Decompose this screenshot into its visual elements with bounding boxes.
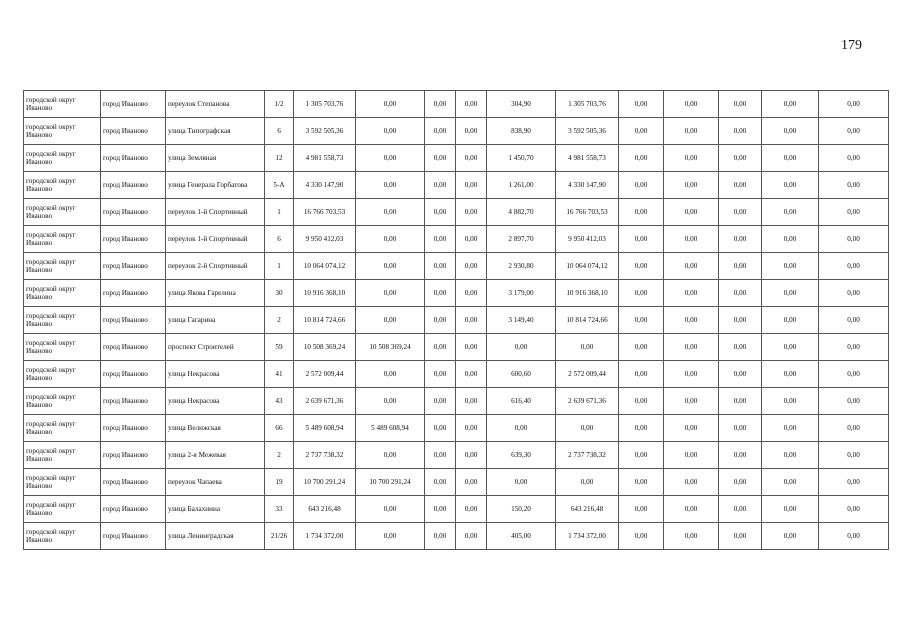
cell-municipality: городской округ Иваново	[24, 523, 101, 550]
cell-col-10-value: 2 572 009,44	[556, 361, 619, 388]
cell-street: улица Типографская	[166, 118, 265, 145]
cell-col-13-value: 0,00	[719, 172, 762, 199]
cell-col-15-value: 0,00	[819, 226, 889, 253]
register-table	[23, 90, 889, 550]
table-row	[24, 415, 889, 442]
cell-col-13-value: 0,00	[719, 496, 762, 523]
cell-col-6-value: 0,00	[356, 199, 425, 226]
cell-col-7-value: 0,00	[425, 361, 456, 388]
cell-col-15-value: 0,00	[819, 118, 889, 145]
cell-col-8-value: 0,00	[456, 172, 487, 199]
cell-settlement: город Иваново	[101, 523, 166, 550]
cell-col-10-value: 10 916 368,10	[556, 280, 619, 307]
cell-col-15-value: 0,00	[819, 253, 889, 280]
cell-col-15-value: 0,00	[819, 388, 889, 415]
cell-street: улица Некрасова	[166, 388, 265, 415]
cell-col-11-value: 0,00	[619, 361, 664, 388]
cell-total-cost: 2 639 671,36	[294, 388, 356, 415]
cell-street: улица Ленинградская	[166, 523, 265, 550]
cell-col-14-value: 0,00	[762, 361, 819, 388]
cell-col-11-value: 0,00	[619, 91, 664, 118]
cell-col-12-value: 0,00	[664, 280, 719, 307]
cell-area: 1 261,00	[487, 172, 556, 199]
cell-area: 3 149,40	[487, 307, 556, 334]
cell-col-7-value: 0,00	[425, 199, 456, 226]
cell-settlement: город Иваново	[101, 388, 166, 415]
cell-municipality: городской округ Иваново	[24, 172, 101, 199]
cell-street: проспект Строителей	[166, 334, 265, 361]
cell-col-8-value: 0,00	[456, 469, 487, 496]
cell-col-8-value: 0,00	[456, 91, 487, 118]
cell-col-15-value: 0,00	[819, 145, 889, 172]
cell-col-8-value: 0,00	[456, 496, 487, 523]
cell-street: улица Генерала Горбатова	[166, 172, 265, 199]
cell-col-12-value: 0,00	[664, 118, 719, 145]
cell-total-cost: 4 330 147,90	[294, 172, 356, 199]
cell-municipality: городской округ Иваново	[24, 118, 101, 145]
cell-col-13-value: 0,00	[719, 442, 762, 469]
cell-col-11-value: 0,00	[619, 523, 664, 550]
cell-col-7-value: 0,00	[425, 334, 456, 361]
cell-municipality: городской округ Иваново	[24, 361, 101, 388]
cell-house-number: 43	[265, 388, 294, 415]
cell-col-6-value: 0,00	[356, 361, 425, 388]
cell-col-7-value: 0,00	[425, 91, 456, 118]
cell-col-10-value: 9 950 412,03	[556, 226, 619, 253]
cell-col-12-value: 0,00	[664, 442, 719, 469]
table-row	[24, 307, 889, 334]
cell-settlement: город Иваново	[101, 91, 166, 118]
cell-area: 838,90	[487, 118, 556, 145]
cell-col-15-value: 0,00	[819, 199, 889, 226]
cell-municipality: городской округ Иваново	[24, 91, 101, 118]
cell-col-14-value: 0,00	[762, 118, 819, 145]
cell-settlement: город Иваново	[101, 361, 166, 388]
cell-street: улица 2-я Межевая	[166, 442, 265, 469]
cell-total-cost: 9 950 412,03	[294, 226, 356, 253]
cell-house-number: 19	[265, 469, 294, 496]
cell-house-number: 66	[265, 415, 294, 442]
table-row	[24, 442, 889, 469]
cell-col-6-value: 0,00	[356, 280, 425, 307]
cell-municipality: городской округ Иваново	[24, 469, 101, 496]
cell-col-14-value: 0,00	[762, 388, 819, 415]
table-row	[24, 334, 889, 361]
cell-col-7-value: 0,00	[425, 442, 456, 469]
cell-col-14-value: 0,00	[762, 91, 819, 118]
cell-settlement: город Иваново	[101, 280, 166, 307]
cell-col-15-value: 0,00	[819, 496, 889, 523]
cell-house-number: 2	[265, 442, 294, 469]
cell-col-10-value: 3 592 505,36	[556, 118, 619, 145]
cell-col-12-value: 0,00	[664, 415, 719, 442]
cell-col-8-value: 0,00	[456, 118, 487, 145]
cell-col-11-value: 0,00	[619, 469, 664, 496]
cell-street: улица Некрасова	[166, 361, 265, 388]
cell-total-cost: 10 700 291,24	[294, 469, 356, 496]
cell-settlement: город Иваново	[101, 118, 166, 145]
cell-col-13-value: 0,00	[719, 307, 762, 334]
cell-col-8-value: 0,00	[456, 334, 487, 361]
cell-settlement: город Иваново	[101, 199, 166, 226]
cell-house-number: 30	[265, 280, 294, 307]
cell-house-number: 5-А	[265, 172, 294, 199]
cell-col-12-value: 0,00	[664, 496, 719, 523]
cell-area: 639,30	[487, 442, 556, 469]
cell-municipality: городской округ Иваново	[24, 334, 101, 361]
cell-col-14-value: 0,00	[762, 199, 819, 226]
cell-col-12-value: 0,00	[664, 226, 719, 253]
cell-col-6-value: 0,00	[356, 118, 425, 145]
cell-area: 600,60	[487, 361, 556, 388]
cell-col-8-value: 0,00	[456, 307, 487, 334]
cell-total-cost: 4 981 558,73	[294, 145, 356, 172]
cell-house-number: 12	[265, 145, 294, 172]
cell-settlement: город Иваново	[101, 496, 166, 523]
cell-col-13-value: 0,00	[719, 118, 762, 145]
cell-house-number: 33	[265, 496, 294, 523]
cell-municipality: городской округ Иваново	[24, 226, 101, 253]
cell-col-14-value: 0,00	[762, 172, 819, 199]
cell-col-11-value: 0,00	[619, 118, 664, 145]
cell-col-12-value: 0,00	[664, 91, 719, 118]
cell-col-14-value: 0,00	[762, 334, 819, 361]
cell-total-cost: 10 508 369,24	[294, 334, 356, 361]
cell-col-14-value: 0,00	[762, 442, 819, 469]
cell-col-13-value: 0,00	[719, 415, 762, 442]
cell-col-8-value: 0,00	[456, 442, 487, 469]
cell-col-7-value: 0,00	[425, 253, 456, 280]
cell-col-15-value: 0,00	[819, 469, 889, 496]
table-row	[24, 253, 889, 280]
cell-col-6-value: 10 700 291,24	[356, 469, 425, 496]
cell-col-6-value: 0,00	[356, 253, 425, 280]
cell-col-8-value: 0,00	[456, 199, 487, 226]
cell-municipality: городской округ Иваново	[24, 199, 101, 226]
cell-col-10-value: 0,00	[556, 334, 619, 361]
cell-col-6-value: 0,00	[356, 91, 425, 118]
cell-municipality: городской округ Иваново	[24, 307, 101, 334]
cell-street: переулок 1-й Спортивный	[166, 226, 265, 253]
cell-municipality: городской округ Иваново	[24, 496, 101, 523]
cell-col-10-value: 2 639 671,36	[556, 388, 619, 415]
cell-street: переулок Чапаева	[166, 469, 265, 496]
cell-settlement: город Иваново	[101, 226, 166, 253]
cell-total-cost: 2 737 738,32	[294, 442, 356, 469]
cell-house-number: 6	[265, 118, 294, 145]
cell-col-8-value: 0,00	[456, 145, 487, 172]
cell-col-7-value: 0,00	[425, 145, 456, 172]
cell-col-15-value: 0,00	[819, 334, 889, 361]
cell-col-7-value: 0,00	[425, 307, 456, 334]
cell-col-7-value: 0,00	[425, 523, 456, 550]
cell-col-12-value: 0,00	[664, 523, 719, 550]
table-row	[24, 172, 889, 199]
cell-street: переулок 2-й Спортивный	[166, 253, 265, 280]
cell-col-6-value: 10 508 369,24	[356, 334, 425, 361]
cell-col-11-value: 0,00	[619, 199, 664, 226]
cell-total-cost: 10 916 368,10	[294, 280, 356, 307]
cell-col-15-value: 0,00	[819, 172, 889, 199]
cell-col-10-value: 643 216,48	[556, 496, 619, 523]
cell-col-14-value: 0,00	[762, 415, 819, 442]
cell-col-14-value: 0,00	[762, 280, 819, 307]
cell-col-15-value: 0,00	[819, 361, 889, 388]
cell-col-11-value: 0,00	[619, 415, 664, 442]
cell-col-13-value: 0,00	[719, 253, 762, 280]
cell-col-6-value: 0,00	[356, 226, 425, 253]
table-row	[24, 388, 889, 415]
cell-municipality: городской округ Иваново	[24, 415, 101, 442]
cell-col-8-value: 0,00	[456, 415, 487, 442]
cell-street: улица Гагарина	[166, 307, 265, 334]
cell-col-12-value: 0,00	[664, 334, 719, 361]
cell-col-6-value: 0,00	[356, 388, 425, 415]
cell-total-cost: 10 814 724,66	[294, 307, 356, 334]
cell-col-10-value: 10 814 724,66	[556, 307, 619, 334]
page-number: 179	[841, 38, 862, 53]
cell-col-8-value: 0,00	[456, 226, 487, 253]
cell-col-11-value: 0,00	[619, 172, 664, 199]
cell-area: 616,40	[487, 388, 556, 415]
cell-col-7-value: 0,00	[425, 469, 456, 496]
table-row	[24, 496, 889, 523]
cell-total-cost: 3 592 505,36	[294, 118, 356, 145]
register-table-body	[24, 91, 889, 550]
cell-col-10-value: 4 981 558,73	[556, 145, 619, 172]
cell-area: 2 930,80	[487, 253, 556, 280]
cell-col-7-value: 0,00	[425, 226, 456, 253]
cell-col-15-value: 0,00	[819, 442, 889, 469]
cell-col-11-value: 0,00	[619, 145, 664, 172]
cell-col-12-value: 0,00	[664, 145, 719, 172]
cell-col-12-value: 0,00	[664, 172, 719, 199]
cell-col-11-value: 0,00	[619, 496, 664, 523]
cell-house-number: 21/26	[265, 523, 294, 550]
cell-col-13-value: 0,00	[719, 91, 762, 118]
cell-col-15-value: 0,00	[819, 307, 889, 334]
cell-municipality: городской округ Иваново	[24, 388, 101, 415]
cell-total-cost: 5 489 608,94	[294, 415, 356, 442]
cell-total-cost: 1 305 703,76	[294, 91, 356, 118]
cell-col-6-value: 0,00	[356, 442, 425, 469]
cell-col-15-value: 0,00	[819, 415, 889, 442]
cell-col-12-value: 0,00	[664, 253, 719, 280]
cell-settlement: город Иваново	[101, 145, 166, 172]
cell-col-7-value: 0,00	[425, 496, 456, 523]
cell-col-10-value: 2 737 738,32	[556, 442, 619, 469]
cell-col-13-value: 0,00	[719, 523, 762, 550]
table-row	[24, 145, 889, 172]
cell-area: 405,00	[487, 523, 556, 550]
cell-area: 0,00	[487, 469, 556, 496]
cell-col-11-value: 0,00	[619, 442, 664, 469]
cell-col-8-value: 0,00	[456, 523, 487, 550]
cell-settlement: город Иваново	[101, 172, 166, 199]
table-row	[24, 523, 889, 550]
cell-col-10-value: 0,00	[556, 469, 619, 496]
cell-col-13-value: 0,00	[719, 226, 762, 253]
cell-col-11-value: 0,00	[619, 226, 664, 253]
cell-col-11-value: 0,00	[619, 307, 664, 334]
cell-area: 304,90	[487, 91, 556, 118]
cell-col-13-value: 0,00	[719, 388, 762, 415]
cell-area: 0,00	[487, 415, 556, 442]
cell-total-cost: 16 766 703,53	[294, 199, 356, 226]
cell-col-7-value: 0,00	[425, 415, 456, 442]
cell-col-6-value: 0,00	[356, 307, 425, 334]
cell-col-12-value: 0,00	[664, 469, 719, 496]
table-row	[24, 199, 889, 226]
cell-col-10-value: 10 064 074,12	[556, 253, 619, 280]
cell-col-6-value: 5 489 608,94	[356, 415, 425, 442]
cell-col-7-value: 0,00	[425, 118, 456, 145]
cell-col-15-value: 0,00	[819, 280, 889, 307]
cell-house-number: 1/2	[265, 91, 294, 118]
cell-settlement: город Иваново	[101, 415, 166, 442]
cell-street: переулок 1-й Спортивный	[166, 199, 265, 226]
cell-col-14-value: 0,00	[762, 469, 819, 496]
table-row	[24, 118, 889, 145]
cell-area: 4 882,70	[487, 199, 556, 226]
cell-settlement: город Иваново	[101, 307, 166, 334]
cell-col-10-value: 1 734 372,00	[556, 523, 619, 550]
table-row	[24, 469, 889, 496]
cell-col-13-value: 0,00	[719, 280, 762, 307]
table-row	[24, 361, 889, 388]
cell-settlement: город Иваново	[101, 334, 166, 361]
cell-col-15-value: 0,00	[819, 91, 889, 118]
cell-col-14-value: 0,00	[762, 226, 819, 253]
cell-area: 1 450,70	[487, 145, 556, 172]
cell-col-8-value: 0,00	[456, 253, 487, 280]
cell-settlement: город Иваново	[101, 442, 166, 469]
cell-area: 2 897,70	[487, 226, 556, 253]
cell-area: 150,20	[487, 496, 556, 523]
table-row	[24, 91, 889, 118]
cell-municipality: городской округ Иваново	[24, 442, 101, 469]
cell-col-12-value: 0,00	[664, 361, 719, 388]
cell-col-6-value: 0,00	[356, 496, 425, 523]
cell-area: 0,00	[487, 334, 556, 361]
cell-municipality: городской округ Иваново	[24, 253, 101, 280]
cell-col-8-value: 0,00	[456, 388, 487, 415]
cell-total-cost: 643 216,48	[294, 496, 356, 523]
cell-street: улица Якова Гарелина	[166, 280, 265, 307]
cell-col-14-value: 0,00	[762, 253, 819, 280]
cell-municipality: городской округ Иваново	[24, 280, 101, 307]
cell-col-12-value: 0,00	[664, 307, 719, 334]
cell-col-13-value: 0,00	[719, 469, 762, 496]
cell-col-14-value: 0,00	[762, 145, 819, 172]
cell-col-14-value: 0,00	[762, 496, 819, 523]
cell-col-12-value: 0,00	[664, 199, 719, 226]
cell-col-6-value: 0,00	[356, 523, 425, 550]
cell-house-number: 1	[265, 199, 294, 226]
cell-col-7-value: 0,00	[425, 172, 456, 199]
cell-col-15-value: 0,00	[819, 523, 889, 550]
cell-col-7-value: 0,00	[425, 388, 456, 415]
cell-area: 3 179,00	[487, 280, 556, 307]
cell-col-11-value: 0,00	[619, 388, 664, 415]
cell-street: переулок Степанова	[166, 91, 265, 118]
cell-col-10-value: 1 305 703,76	[556, 91, 619, 118]
cell-house-number: 41	[265, 361, 294, 388]
cell-col-6-value: 0,00	[356, 172, 425, 199]
cell-col-14-value: 0,00	[762, 307, 819, 334]
cell-col-10-value: 16 766 703,53	[556, 199, 619, 226]
cell-col-12-value: 0,00	[664, 388, 719, 415]
cell-municipality: городской округ Иваново	[24, 145, 101, 172]
cell-street: улица Балахнина	[166, 496, 265, 523]
cell-col-13-value: 0,00	[719, 334, 762, 361]
cell-col-13-value: 0,00	[719, 199, 762, 226]
cell-col-14-value: 0,00	[762, 523, 819, 550]
cell-col-13-value: 0,00	[719, 361, 762, 388]
cell-house-number: 1	[265, 253, 294, 280]
cell-col-8-value: 0,00	[456, 361, 487, 388]
cell-col-10-value: 4 330 147,90	[556, 172, 619, 199]
cell-house-number: 2	[265, 307, 294, 334]
cell-house-number: 59	[265, 334, 294, 361]
cell-col-11-value: 0,00	[619, 334, 664, 361]
table-row	[24, 226, 889, 253]
cell-house-number: 6	[265, 226, 294, 253]
cell-total-cost: 10 064 074,12	[294, 253, 356, 280]
table-row	[24, 280, 889, 307]
cell-col-8-value: 0,00	[456, 280, 487, 307]
cell-col-11-value: 0,00	[619, 280, 664, 307]
cell-col-6-value: 0,00	[356, 145, 425, 172]
cell-settlement: город Иваново	[101, 253, 166, 280]
cell-street: улица Велижская	[166, 415, 265, 442]
cell-col-10-value: 0,00	[556, 415, 619, 442]
cell-street: улица Земляная	[166, 145, 265, 172]
cell-col-7-value: 0,00	[425, 280, 456, 307]
cell-col-11-value: 0,00	[619, 253, 664, 280]
cell-total-cost: 2 572 009,44	[294, 361, 356, 388]
cell-total-cost: 1 734 372,00	[294, 523, 356, 550]
cell-col-13-value: 0,00	[719, 145, 762, 172]
cell-settlement: город Иваново	[101, 469, 166, 496]
